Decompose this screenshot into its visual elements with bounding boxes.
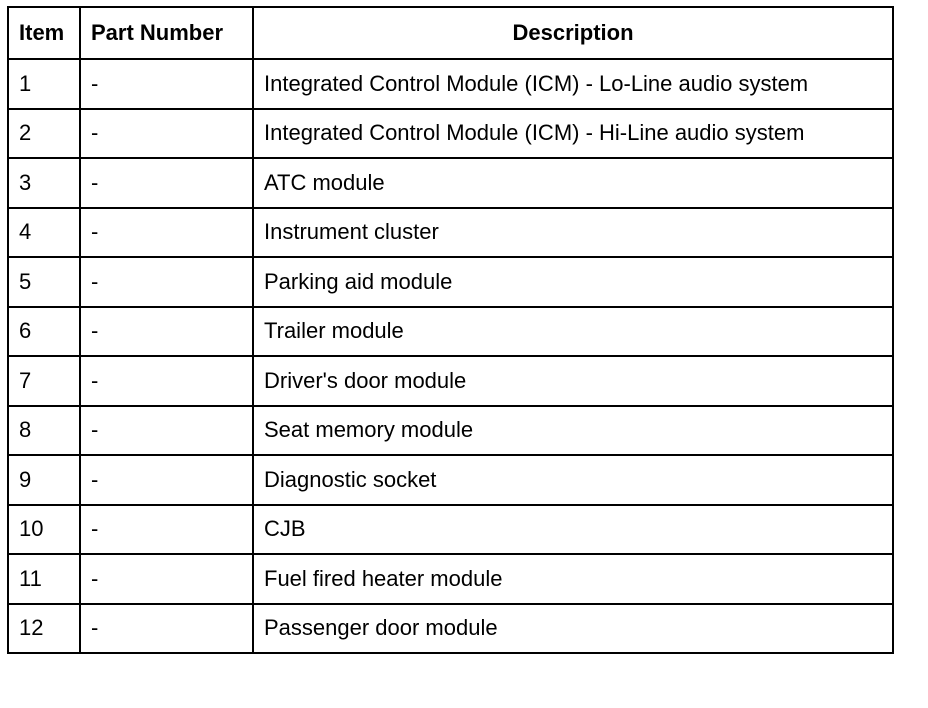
description-cell: Integrated Control Module (ICM) - Lo-Line audio system [253,59,893,109]
part-number-cell: - [80,505,253,555]
item-cell: 12 [8,604,80,654]
header-part-number: Part Number [80,7,253,59]
table-row [8,59,893,109]
item-cell: 11 [8,554,80,604]
item-cell: 3 [8,158,80,208]
table-row [8,604,893,654]
description-cell: Diagnostic socket [253,455,893,505]
table-row [8,208,893,258]
table-row [8,109,893,159]
item-cell: 2 [8,109,80,159]
header-row [8,7,893,59]
part-number-cell: - [80,604,253,654]
item-cell: 9 [8,455,80,505]
part-number-cell: - [80,158,253,208]
description-cell: Passenger door module [253,604,893,654]
table-body [8,59,893,653]
description-cell: Parking aid module [253,257,893,307]
part-number-cell: - [80,554,253,604]
item-cell: 10 [8,505,80,555]
description-cell: Seat memory module [253,406,893,456]
description-cell: Fuel fired heater module [253,554,893,604]
part-number-cell: - [80,59,253,109]
description-cell: Driver's door module [253,356,893,406]
part-number-cell: - [80,356,253,406]
table-row [8,158,893,208]
description-cell: Trailer module [253,307,893,357]
description-cell: ATC module [253,158,893,208]
table-row [8,505,893,555]
table-row [8,406,893,456]
part-number-cell: - [80,257,253,307]
table-row [8,257,893,307]
parts-table [7,6,894,654]
description-cell: Integrated Control Module (ICM) - Hi-Line audio system [253,109,893,159]
item-cell: 7 [8,356,80,406]
part-number-cell: - [80,406,253,456]
part-number-cell: - [80,307,253,357]
item-cell: 1 [8,59,80,109]
part-number-cell: - [80,109,253,159]
table-row [8,455,893,505]
item-cell: 6 [8,307,80,357]
table-header [8,7,893,59]
table-row [8,356,893,406]
part-number-cell: - [80,208,253,258]
description-cell: CJB [253,505,893,555]
part-number-cell: - [80,455,253,505]
header-description: Description [253,7,893,59]
table-row [8,307,893,357]
table-row [8,554,893,604]
item-cell: 5 [8,257,80,307]
item-cell: 4 [8,208,80,258]
item-cell: 8 [8,406,80,456]
header-item: Item [8,7,80,59]
description-cell: Instrument cluster [253,208,893,258]
